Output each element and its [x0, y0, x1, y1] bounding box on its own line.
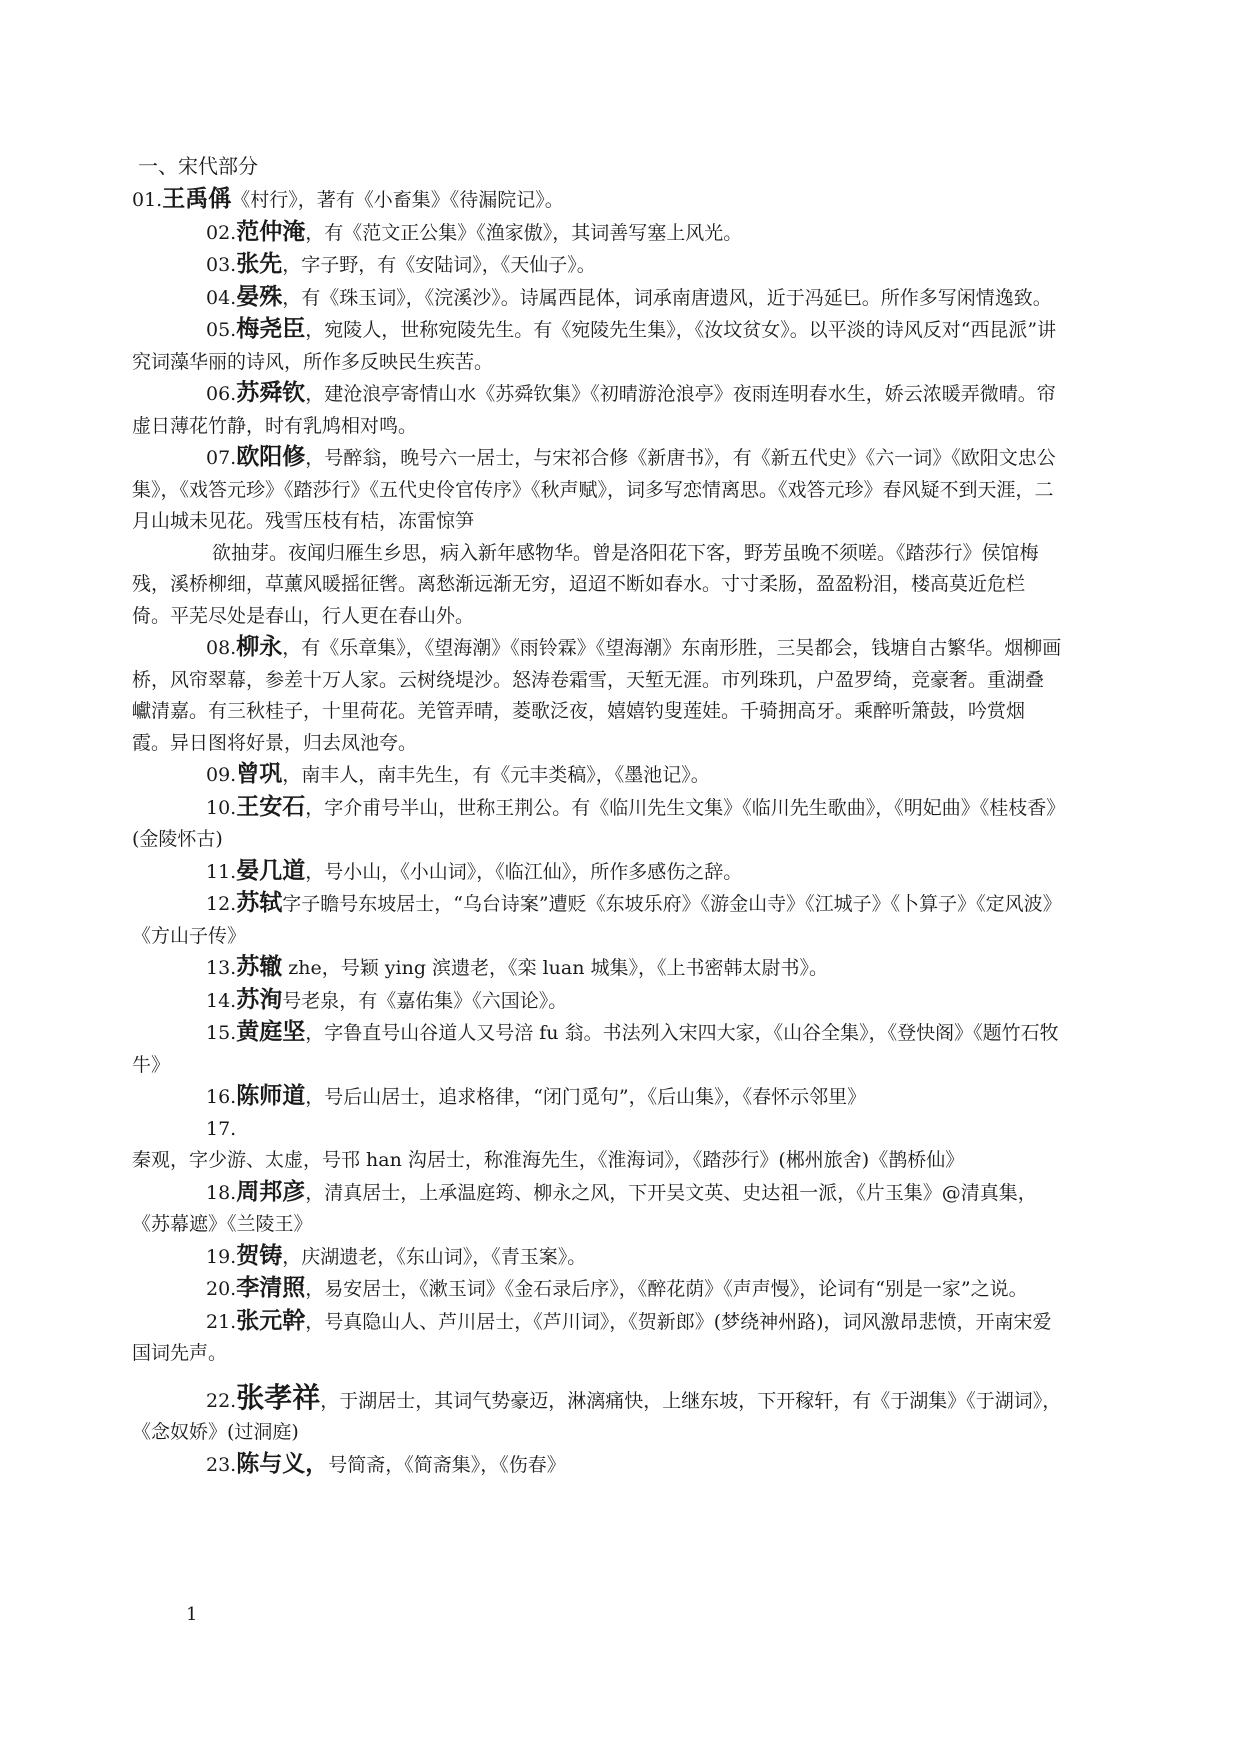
author-name: 苏舜钦 [236, 380, 306, 406]
entry-paragraph [132, 314, 1062, 378]
entry-number: 01. [132, 189, 163, 211]
entry-paragraph [132, 952, 1062, 985]
author-name: 陈师道 [236, 1083, 306, 1109]
author-name: 欧阳修 [236, 444, 306, 470]
entry-paragraph [132, 217, 1062, 250]
entry-text: 欲抽芽。夜闻归雁生乡思，病入新年感物华。曾是洛阳花下客，野芳虽晚不须嗟。《踏莎行》侯馆梅残，溪桥柳细，草薰风暖摇征辔。离愁渐远渐无穷，迢迢不断如春水。寸寸柔肠，盈盈粉泪，楼高莫近危栏倚。平芜尽处是春山，行人更在春山外。 [132, 541, 1039, 627]
entry-paragraph [132, 282, 1062, 315]
author-name: 苏轼 [236, 890, 283, 916]
entry-number: 17. [206, 1117, 237, 1140]
entry-paragraph [132, 1177, 1062, 1241]
author-name: 黄庭坚 [236, 1019, 306, 1045]
entry-paragraph [132, 856, 1062, 889]
entry-paragraph [132, 985, 1062, 1018]
section-title: 一、宋代部分 [138, 154, 258, 178]
entry-paragraph [132, 1081, 1062, 1114]
entry-number: 04. [206, 286, 237, 309]
entry-text: ，号真隐山人、芦川居士，《芦川词》，《贺新郎》(梦绕神州路)，词风激昂悲愤，开南宋爱国词先声。 [132, 1310, 1052, 1364]
entry-paragraph [132, 184, 1062, 217]
entry-number: 10. [206, 796, 237, 819]
author-name: 张先 [236, 251, 283, 277]
page-number: 1 [186, 1604, 198, 1625]
author-name: 晏殊 [236, 283, 283, 310]
author-name: 范仲淹 [236, 218, 306, 245]
entry-text: zhe，号颖 ying 滨遗老，《栾 luan 城集》，《上书密韩太尉书》。 [282, 957, 828, 979]
entry-number: 13. [206, 957, 237, 979]
entry-text: ，清真居士，上承温庭筠、柳永之风，下开吴文英、史达祖一派，《片玉集》@清真集，《苏幕遮》《兰陵王》 [132, 1181, 1037, 1235]
entry-number: 20. [206, 1278, 237, 1300]
entry-number: 08. [206, 637, 237, 659]
entry-text: 《村行》，著有《小畜集》《待漏院记》。 [231, 189, 564, 211]
author-name: 贺铸 [236, 1242, 283, 1269]
entry-text: ，宛陵人，世称宛陵先生。有《宛陵先生集》，《汝坟贫女》。以平淡的诗风反对“西昆派”讲究词藻华丽的诗风，所作多反映民生疾苦。 [132, 319, 1057, 373]
entry-text: ，字鲁直号山谷道人又号涪 fu 翁。书法列入宋四大家，《山谷全集》，《登快阁》《题竹石牧牛》 [132, 1022, 1059, 1076]
entry-paragraph [132, 1273, 1062, 1306]
entry-paragraph [132, 1306, 1062, 1370]
entry-text: 号老泉，有《嘉佑集》《六国论》。 [282, 989, 568, 1012]
entry-text: ，有《珠玉词》，《浣溪沙》。诗属西昆体，词承南唐遗风，近于冯延巳。所作多写闲情逸致。 [282, 286, 1052, 309]
entry-text: ，字介甫号半山，世称王荆公。有《临川先生文集》《临川先生歌曲》，《明妃曲》《桂枝香》(金陵怀古) [132, 796, 1056, 850]
entry-list [132, 184, 1062, 1481]
entry-number: 15. [206, 1022, 237, 1044]
author-name: 李清照 [236, 1275, 306, 1301]
author-name: 苏洵 [236, 986, 283, 1013]
entry-paragraph [132, 888, 1062, 952]
entry-paragraph [132, 378, 1062, 442]
entry-paragraph [132, 792, 1062, 856]
entry-number: 22. [206, 1389, 237, 1412]
author-name: 张孝祥 [236, 1380, 321, 1414]
entry-number: 21. [206, 1310, 237, 1333]
entry-text: ，号醉翁，晚号六一居士，与宋祁合修《新唐书》，有《新五代史》《六一词》《欧阳文忠公集》，《戏答元珍》《踏莎行》《五代史伶官传序》《秋声赋》，词多写恋情离思。《戏答元珍》春风疑不到天涯，二月山城未见花。残雪压枝有桔，冻雷惊笋 [132, 447, 1056, 532]
author-name: 王安石 [236, 793, 306, 820]
entry-paragraph [132, 1449, 1062, 1482]
entry-paragraph [132, 759, 1062, 792]
author-name: 陈与义， [236, 1450, 329, 1477]
entry-text: ，于湖居士，其词气势豪迈，淋漓痛快，上继东坡，下开稼轩，有《于湖集》《于湖词》，《念奴娇》(过洞庭) [132, 1389, 1062, 1443]
entry-text: ，号小山，《小山词》，《临江仙》，所作多感伤之辞。 [305, 860, 743, 883]
entry-paragraph [132, 632, 1062, 759]
entry-text: ，易安居士，《漱玉词》《金石录后序》，《醉花荫》《声声慢》，论词有“别是一家”之说。 [305, 1278, 1028, 1300]
entry-number: 02. [206, 221, 237, 244]
author-name: 周邦彦 [236, 1178, 306, 1205]
entry-text: ，南丰人，南丰先生，有《元丰类稿》，《墨池记》。 [282, 764, 710, 786]
entry-number: 16. [206, 1086, 237, 1108]
entry-text: ，有《乐章集》，《望海潮》《雨铃霖》《望海潮》东南形胜，三吴都会，钱塘自古繁华。烟柳画桥，风帘翠幕，参差十万人家。云树绕堤沙。怒涛卷霜雪，天堑无涯。市列珠玑，户盈罗绮，竞豪奢。重湖叠巘清嘉。有三秋桂子，十里荷花。羌管弄晴，菱歌泛夜，嬉嬉钓叟莲娃。千骑拥高牙。乘醉听箫鼓，吟赏烟霞。异日图将好景，归去凤池夸。 [132, 637, 1062, 754]
entry-text: ，号后山居士，追求格律，“闭门觅句”，《后山集》，《春怀示邻里》 [305, 1086, 867, 1108]
entry-paragraph [132, 538, 1062, 633]
entry-number: 03. [206, 254, 237, 276]
entry-text: 字子瞻号东坡居士，“乌台诗案”遭贬《东坡乐府》《游金山寺》《江城子》《卜算子》《定风波》《方山子传》 [132, 893, 1062, 947]
entry-number: 19. [206, 1245, 237, 1268]
entry-paragraph [132, 1382, 1062, 1449]
entry-text: ，庆湖遗老，《东山词》，《青玉案》。 [282, 1245, 587, 1268]
entry-paragraph [132, 1241, 1062, 1274]
entry-number: 05. [206, 319, 237, 341]
entry-number: 07. [206, 447, 237, 469]
entry-text: 秦观，字少游、太虚，号邗 han 沟居士，称淮海先生，《淮海词》，《踏莎行》(郴州旅舍)《鹊桥仙》 [132, 1149, 965, 1171]
entry-number: 14. [206, 989, 237, 1012]
entry-number: 12. [206, 893, 237, 915]
entry-number: 18. [206, 1181, 237, 1204]
entry-number: 09. [206, 764, 237, 786]
entry-text: ，建沧浪亭寄情山水《苏舜钦集》《初晴游沧浪亭》夜雨连明春水生，娇云浓暖弄微晴。帘虚日薄花竹静，时有乳鸠相对鸣。 [132, 383, 1056, 437]
entry-number: 06. [206, 383, 237, 405]
entry-text: ，有《范文正公集》《渔家傲》，其词善写塞上风光。 [305, 221, 743, 244]
entry-paragraph [132, 442, 1062, 538]
entry-paragraph [132, 1114, 1062, 1177]
entry-text: 号简斋，《简斋集》，《伤春》 [328, 1453, 566, 1476]
entry-number: 23. [206, 1453, 237, 1476]
author-name: 柳永 [236, 634, 283, 660]
entry-paragraph [132, 1017, 1062, 1081]
author-name: 苏辙 [236, 954, 283, 980]
entry-paragraph [132, 249, 1062, 282]
author-name: 王禹偁 [162, 186, 232, 212]
entry-number: 11. [206, 860, 237, 883]
author-name: 张元幹 [236, 1307, 306, 1334]
entry-text: ，字子野，有《安陆词》，《天仙子》。 [282, 254, 596, 276]
author-name: 曾巩 [236, 761, 283, 787]
author-name: 晏几道 [236, 857, 306, 884]
author-name: 梅尧臣 [236, 316, 306, 342]
